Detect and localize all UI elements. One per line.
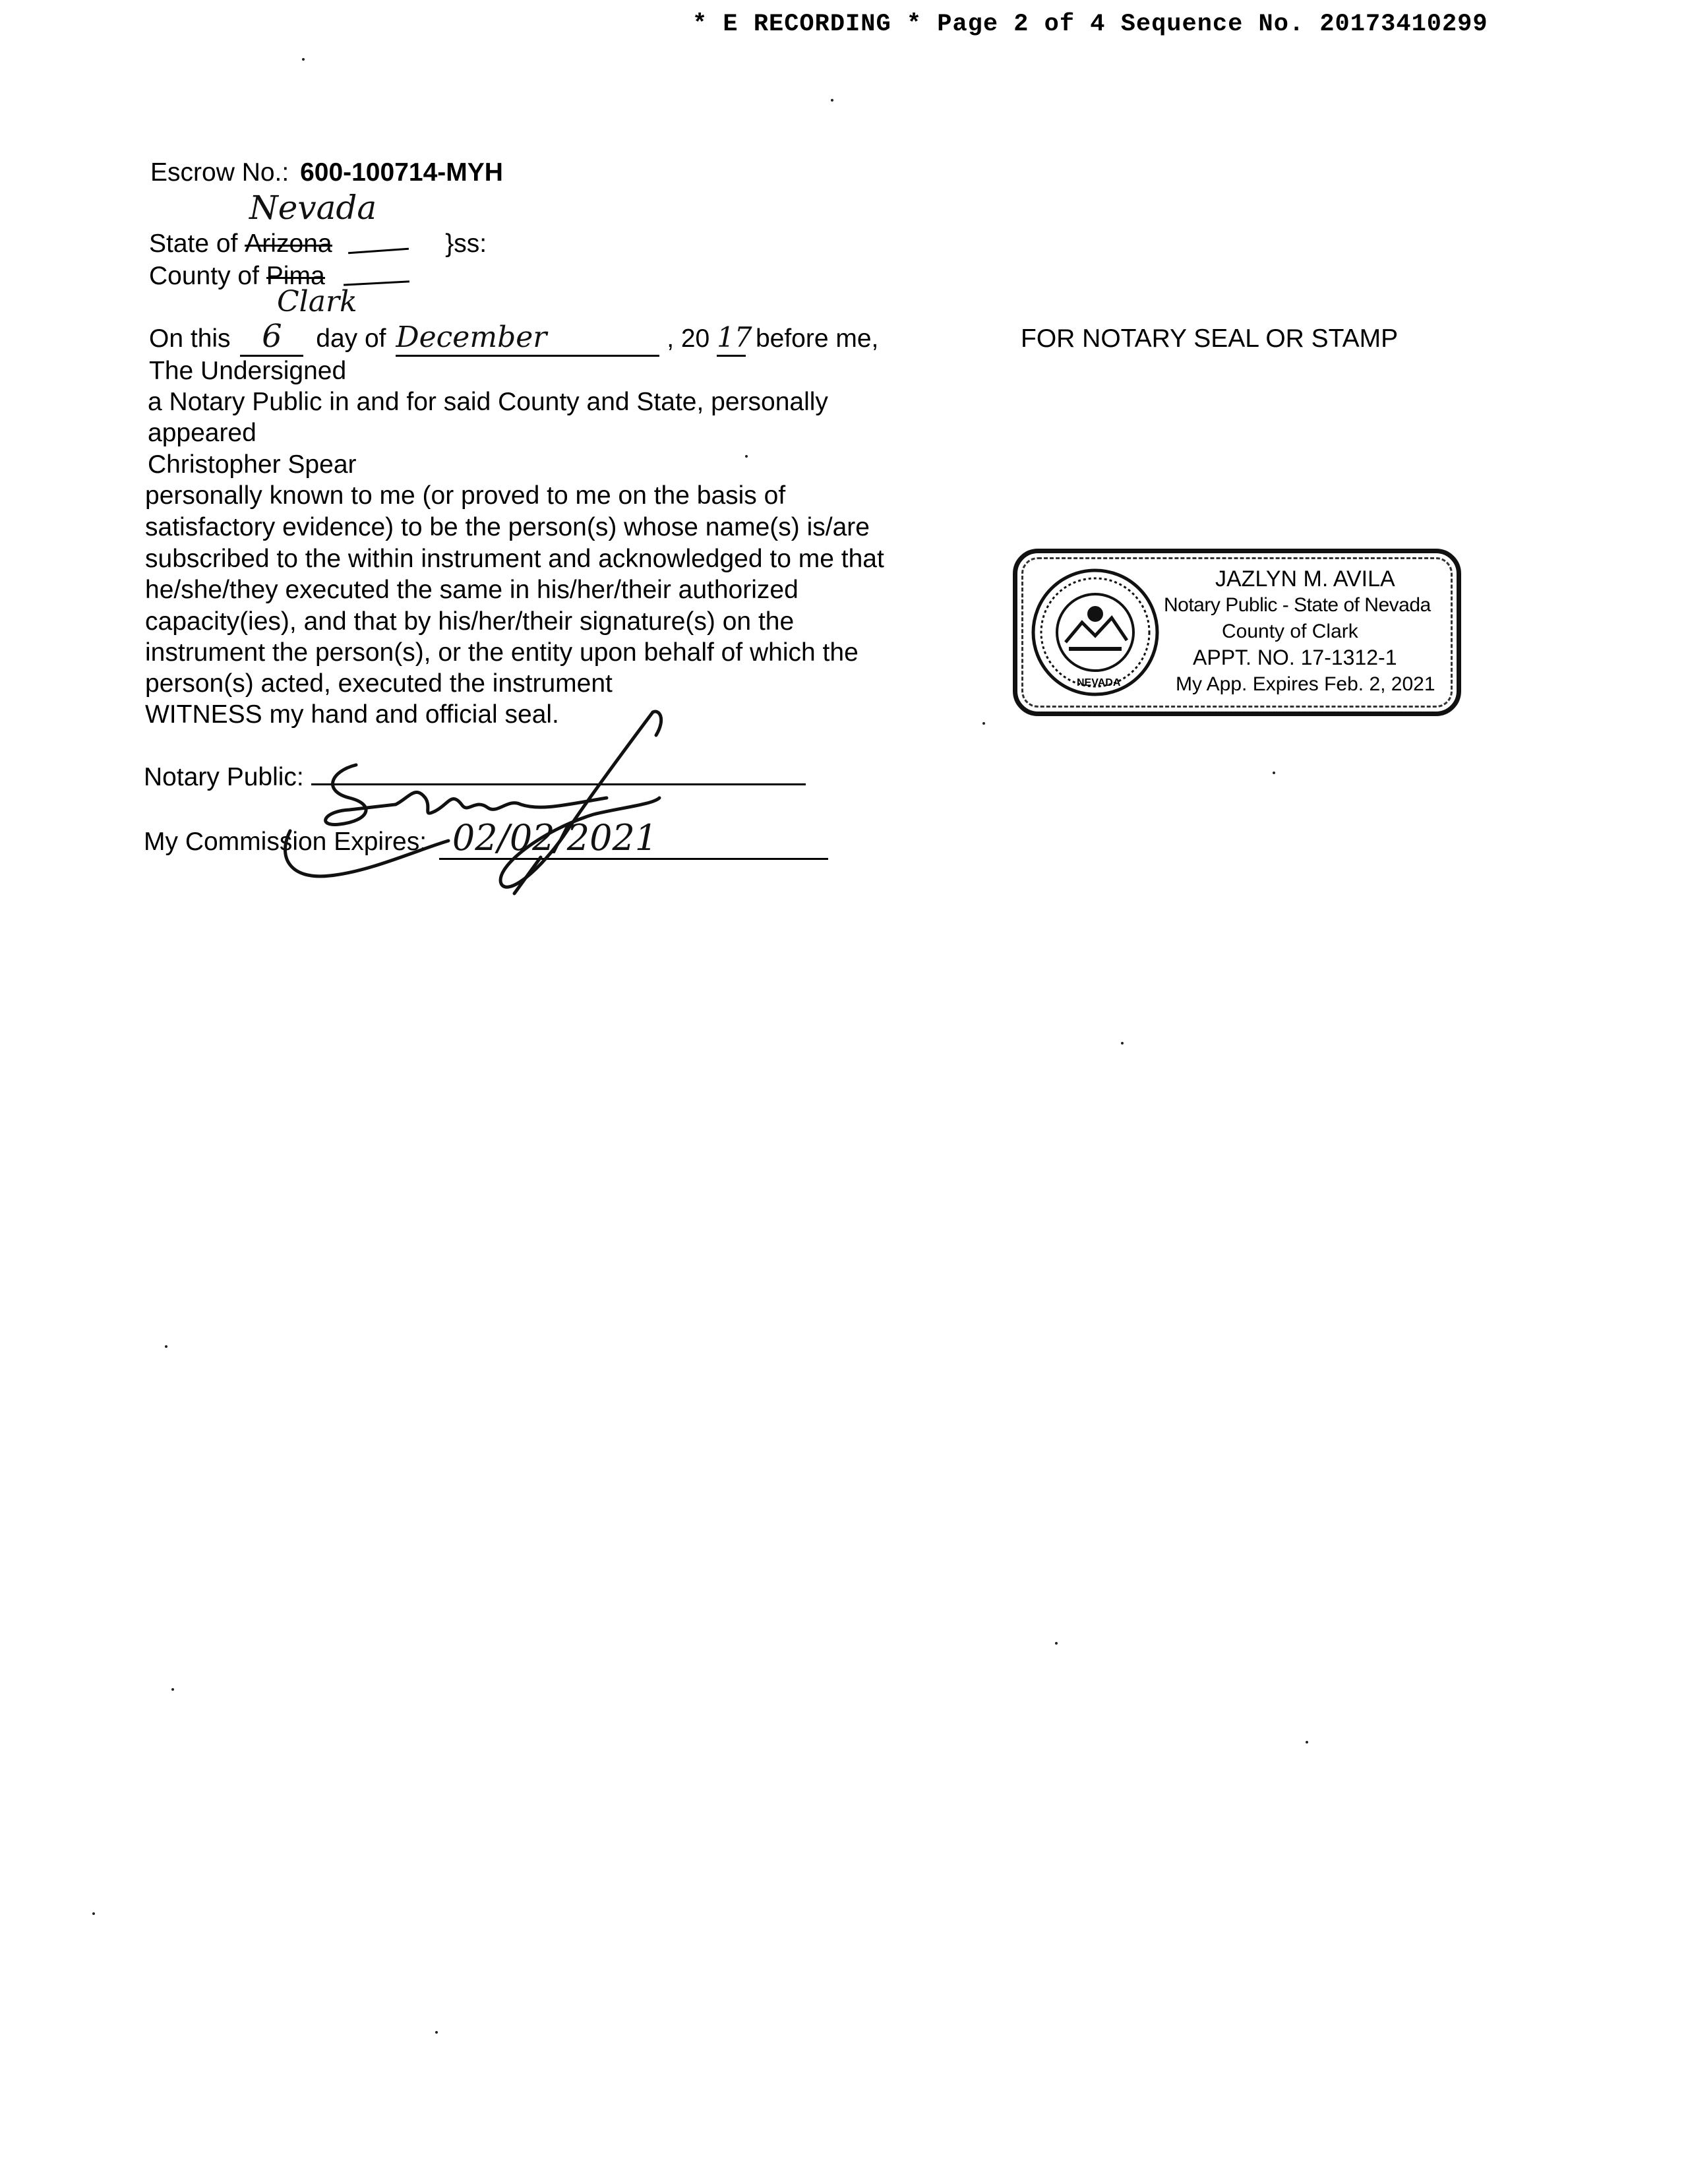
date-line	[149, 318, 879, 357]
scan-speck	[302, 58, 305, 61]
county-handwritten: Clark	[277, 285, 357, 318]
year-field	[717, 321, 752, 357]
ss-mark: }ss:	[445, 229, 487, 258]
scan-speck	[1121, 1042, 1124, 1045]
year-value: 17	[717, 321, 752, 353]
on-this-label: On this	[149, 324, 231, 353]
stamp-seal-text: NEVADA	[1077, 677, 1121, 688]
scan-speck	[1055, 1642, 1058, 1645]
scan-speck	[745, 455, 748, 458]
seal-area-label: FOR NOTARY SEAL OR STAMP	[1021, 324, 1399, 353]
notary-line: a Notary Public in and for said County and State, personally	[148, 388, 828, 416]
notary-stamp	[1013, 549, 1461, 716]
month-value: December	[396, 320, 547, 354]
county-label: County of	[149, 262, 259, 290]
body-line: he/she/they executed the same in his/her/their authorized	[145, 576, 799, 604]
scan-speck	[1273, 772, 1275, 774]
appeared-line: appeared	[148, 419, 256, 447]
escrow-label: Escrow No.:	[150, 158, 289, 187]
day-field	[240, 318, 303, 357]
signer-name: Christopher Spear	[148, 450, 357, 479]
body-line: capacity(ies), and that by his/her/their signature(s) on the	[145, 607, 795, 636]
scan-speck	[165, 1345, 167, 1348]
stamp-title: Notary Public - State of Nevada	[1164, 594, 1431, 616]
before-me-label: before me,	[755, 324, 879, 353]
body-line: person(s) acted, executed the instrument	[145, 669, 613, 698]
month-field	[396, 320, 659, 357]
year-prefix: , 20	[667, 324, 710, 353]
body-line: personally known to me (or proved to me on the basis of	[145, 481, 786, 510]
state-label: State of	[149, 229, 238, 258]
escrow-line	[150, 157, 503, 189]
body-line: subscribed to the within instrument and acknowledged to me that	[145, 545, 884, 573]
state-underline	[348, 248, 409, 254]
scan-speck	[435, 2031, 438, 2034]
commission-label: My Commission Expires:	[144, 828, 427, 856]
escrow-number: 600-100714-MYH	[300, 158, 503, 187]
scan-speck	[92, 1912, 95, 1915]
state-handwritten: Nevada	[249, 189, 377, 227]
county-printed-struck: Pima	[266, 260, 325, 292]
scan-speck	[1306, 1741, 1308, 1744]
state-line	[149, 228, 487, 260]
state-printed-struck: Arizona	[245, 228, 332, 260]
body-line: instrument the person(s), or the entity upon behalf of which the	[145, 638, 859, 667]
stamp-county: County of Clark	[1222, 621, 1358, 642]
commission-value: 02/02/2021	[452, 817, 658, 859]
notary-public-label: Notary Public:	[144, 763, 304, 791]
witness-line: WITNESS my hand and official seal.	[145, 700, 559, 729]
recording-header: * E RECORDING * Page 2 of 4 Sequence No. 20173410299	[692, 11, 1488, 38]
stamp-expires: My App. Expires Feb. 2, 2021	[1176, 673, 1435, 695]
stamp-name: JAZLYN M. AVILA	[1215, 566, 1395, 592]
body-line: satisfactory evidence) to be the person(s) whose name(s) is/are	[145, 513, 870, 541]
scan-speck	[831, 99, 833, 102]
scan-speck	[171, 1688, 174, 1691]
day-value: 6	[262, 318, 282, 355]
stamp-appt: APPT. NO. 17-1312-1	[1193, 646, 1397, 669]
scan-speck	[982, 722, 985, 725]
notary-signature	[198, 699, 673, 897]
day-of-label: day of	[316, 324, 386, 353]
officer-line: The Undersigned	[149, 357, 347, 385]
